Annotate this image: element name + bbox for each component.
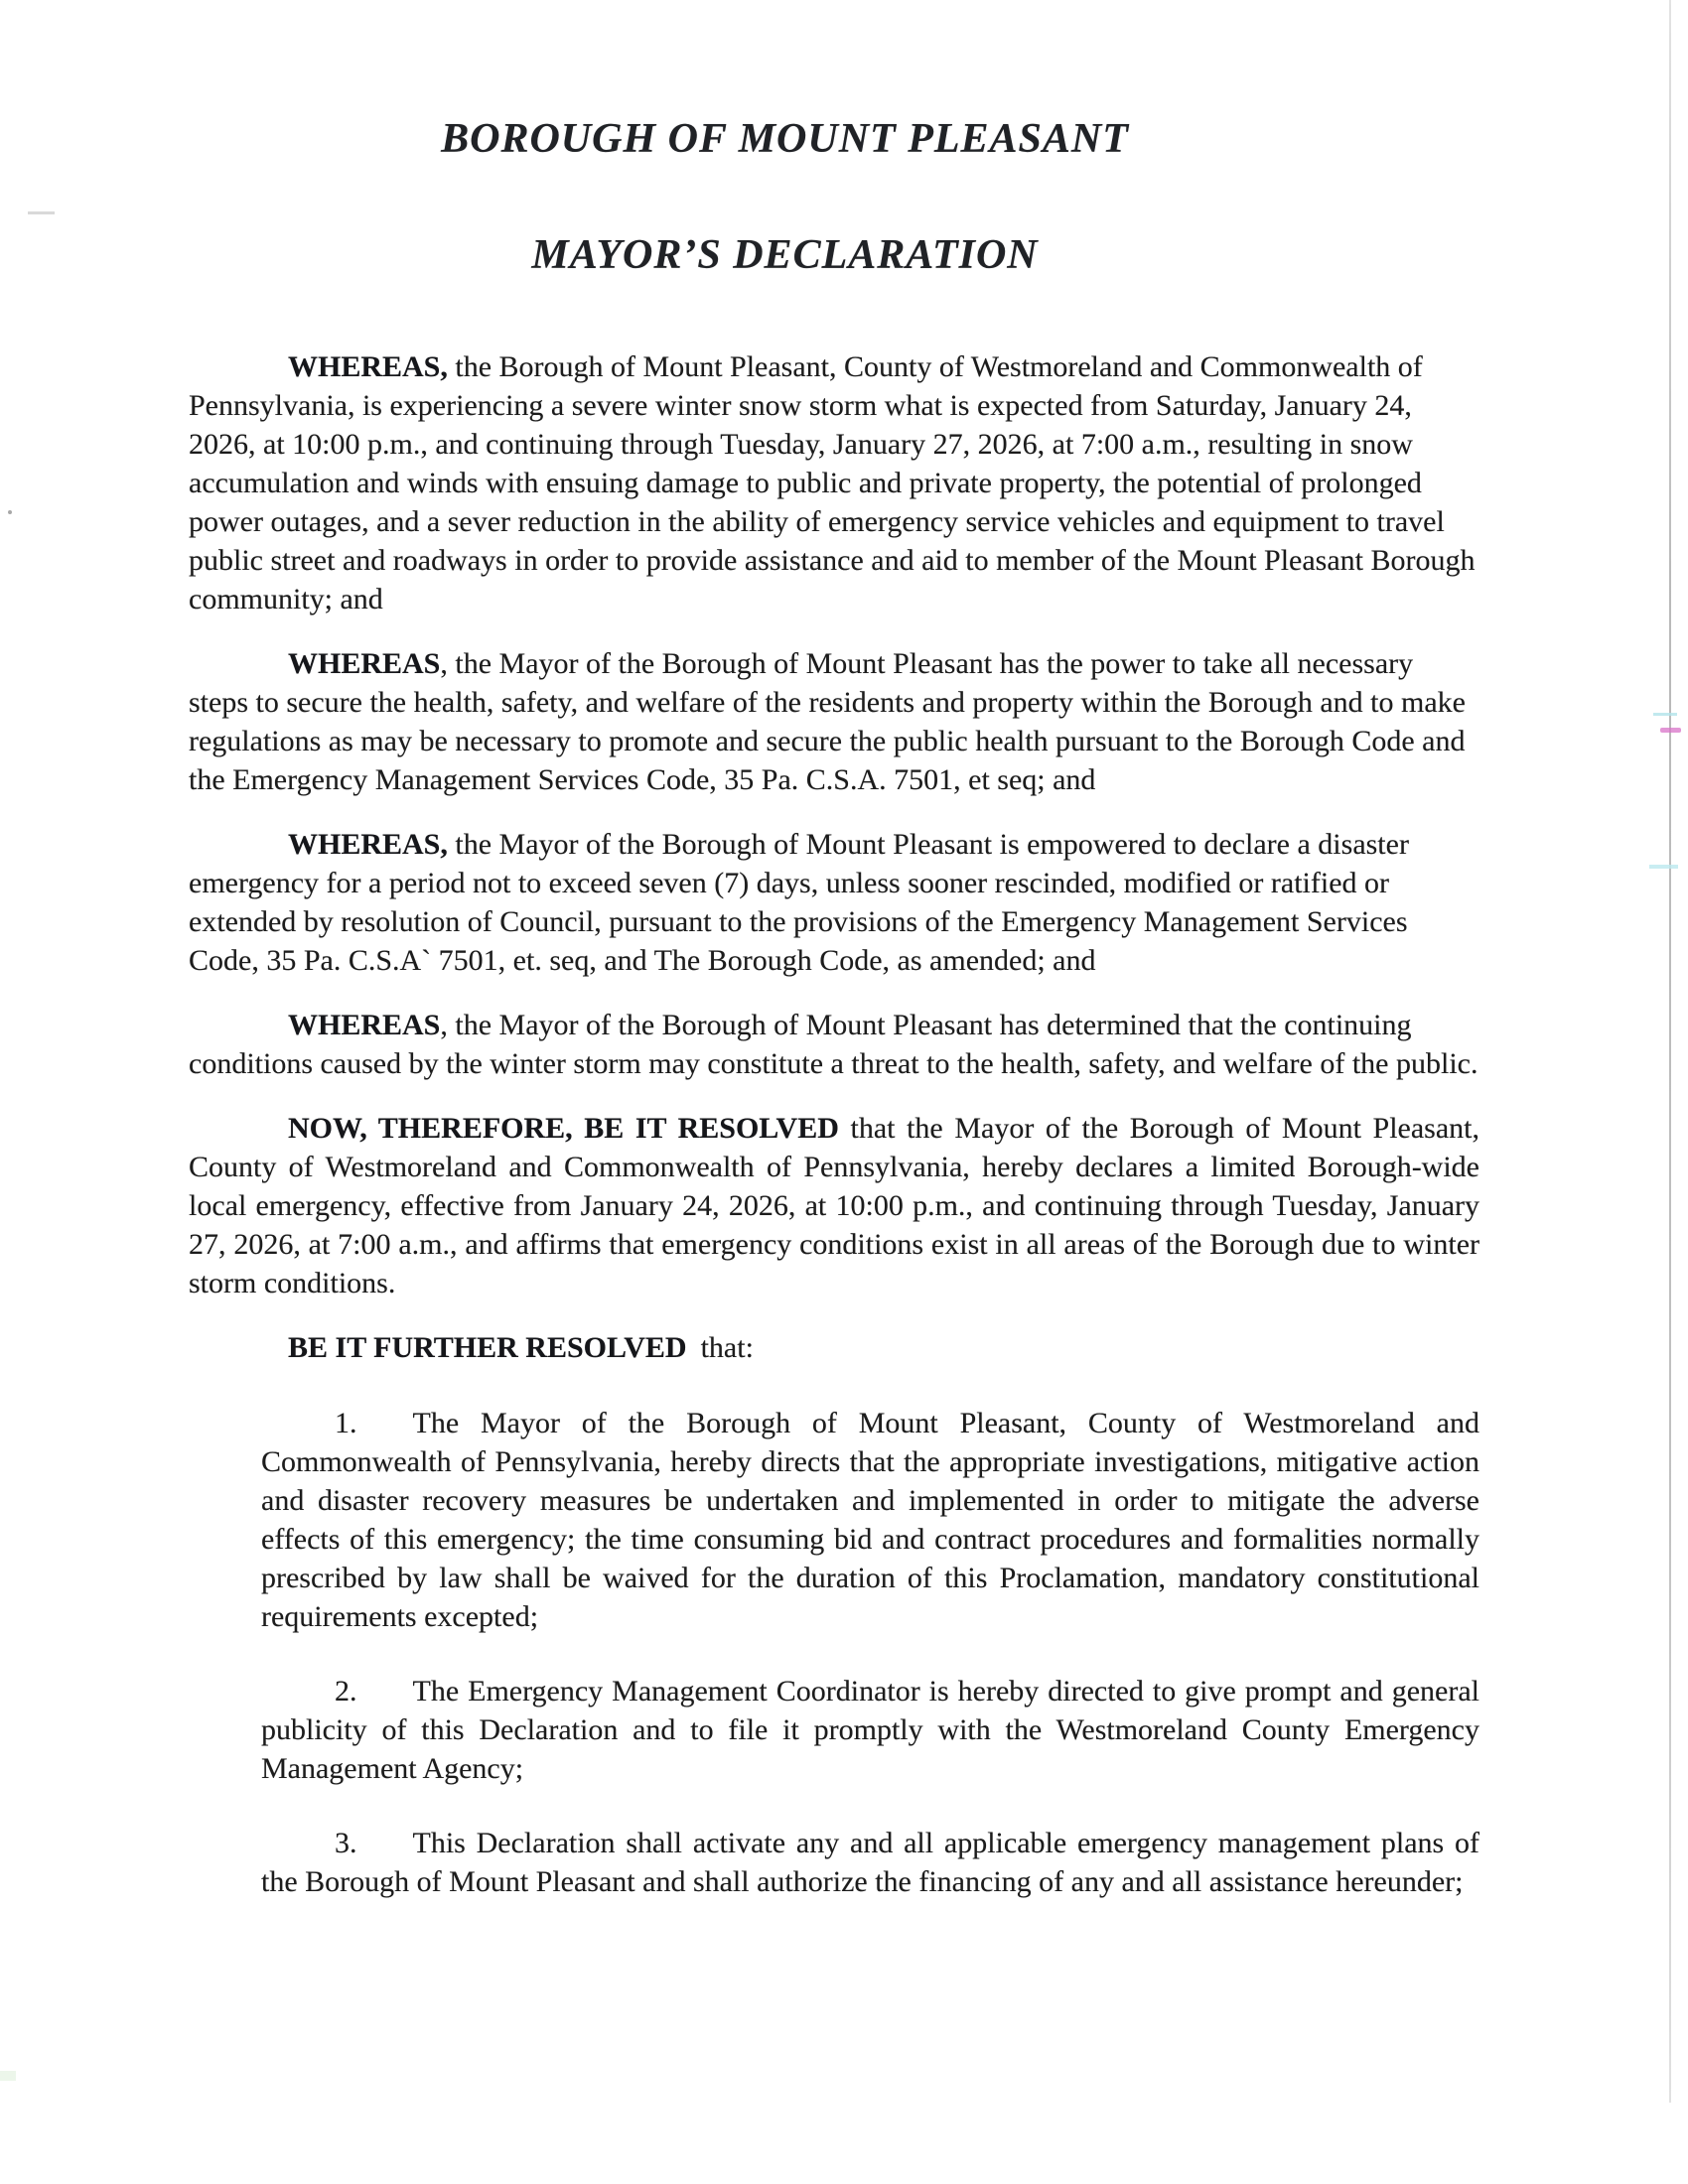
paragraph-lead: NOW, THEREFORE, BE IT RESOLVED bbox=[288, 1112, 839, 1145]
scan-artifact-left-dot bbox=[8, 510, 12, 514]
paragraph-whereas-2 bbox=[189, 644, 1479, 799]
paragraph-text: that the Mayor of the Borough of Mount Pleasant, County of Westmoreland and Commonwealth of Pennsylvania, hereby declares a limited Borough-wide local emergency, effective from January 24, 2026, at 10:00 p.m., and continuing through Tuesday, January 27, 2026, at 7:00 a.m., and affirms that emergency conditions exist in all areas of the Borough due to winter storm conditions. bbox=[189, 1112, 1479, 1299]
scan-artifact-right-edge-line bbox=[1669, 0, 1671, 2103]
item-text: The Mayor of the Borough of Mount Pleasant, County of Westmoreland and Commonwealth of Pennsylvania, hereby directs that the appropriate investigations, mitigative action and disaster recovery measures be undertaken and implemented in order to mitigate the adverse effects of this emergency; the time consuming bid and contract procedures and formalities normally prescribed by law shall be waived for the duration of this Proclamation, mandatory constitutional requirements excepted; bbox=[261, 1407, 1479, 1633]
paragraph-text: , the Mayor of the Borough of Mount Pleasant has determined that the continuing conditions caused by the winter storm may constitute a threat to the health, safety, and welfare of the public. bbox=[189, 1009, 1478, 1080]
document-title-declaration: MAYOR’S DECLARATION bbox=[531, 232, 1039, 278]
heading-rest: that: bbox=[700, 1331, 754, 1364]
document-body bbox=[189, 347, 1479, 1937]
paragraph-text: the Mayor of the Borough of Mount Pleasant is empowered to declare a disaster emergency for a period not to exceed seven (7) days, unless sooner rescinded, modified or ratified or extended by resolution of Council, pursuant to the provisions of the Emergency Management Services Code, 35 Pa. C.S.A` 7501, et. seq, and The Borough Code, as amended; and bbox=[189, 828, 1409, 977]
item-text: This Declaration shall activate any and all applicable emergency management plans of the Borough of Mount Pleasant and shall authorize the financing of any and all assistance hereunder; bbox=[261, 1827, 1479, 1898]
scan-artifact-cyan-tick-upper bbox=[1653, 713, 1677, 716]
item-text: The Emergency Management Coordinator is hereby directed to give prompt and general publicity of this Declaration and to file it promptly with the Westmoreland County Emergency Management Agency; bbox=[261, 1675, 1479, 1785]
paragraph-whereas-4 bbox=[189, 1006, 1479, 1083]
document-header bbox=[137, 115, 1433, 279]
resolved-item-1 bbox=[261, 1404, 1479, 1636]
resolved-item-2 bbox=[261, 1672, 1479, 1788]
item-number: 1. bbox=[335, 1407, 357, 1439]
scan-artifact-pink-tick bbox=[1660, 728, 1681, 733]
further-resolved-heading bbox=[189, 1328, 1479, 1367]
paragraph-whereas-1 bbox=[189, 347, 1479, 618]
paragraph-text: the Borough of Mount Pleasant, County of Westmoreland and Commonwealth of Pennsylvania, is experiencing a severe winter snow storm what is expected from Saturday, January 24, 2026, at 10:00 p.m., and continuing through Tuesday, January 27, 2026, at 7:00 a.m., resulting in snow accumulation and winds with ensuing damage to public and private property, the potential of prolonged power outages, and a sever reduction in the ability of emergency service vehicles and equipment to travel public street and roadways in order to provide assistance and aid to member of the Mount Pleasant Borough community; and bbox=[189, 350, 1476, 615]
paragraph-now-therefore bbox=[189, 1109, 1479, 1302]
item-number: 3. bbox=[335, 1827, 357, 1859]
scan-artifact-left-dash bbox=[28, 211, 55, 214]
document-title-borough: BOROUGH OF MOUNT PLEASANT bbox=[441, 116, 1129, 162]
paragraph-text: , the Mayor of the Borough of Mount Pleasant has the power to take all necessary steps to secure the health, safety, and welfare of the residents and property within the Borough and to make regulations as may be necessary to promote and secure the public health pursuant to the Borough Code and the Emergency Management Services Code, 35 Pa. C.S.A. 7501, et seq; and bbox=[189, 647, 1466, 796]
scan-artifact-cyan-tick-lower bbox=[1649, 865, 1678, 869]
resolved-item-3 bbox=[261, 1824, 1479, 1901]
item-number: 2. bbox=[335, 1675, 357, 1707]
paragraph-lead: WHEREAS, bbox=[288, 350, 448, 383]
scan-artifact-bottom-left-smudge bbox=[0, 2071, 16, 2081]
paragraph-lead: WHEREAS bbox=[288, 1009, 441, 1041]
heading-lead: BE IT FURTHER RESOLVED bbox=[288, 1331, 687, 1364]
paragraph-lead: WHEREAS, bbox=[288, 828, 448, 861]
paragraph-whereas-3 bbox=[189, 825, 1479, 980]
paragraph-lead: WHEREAS bbox=[288, 647, 441, 680]
